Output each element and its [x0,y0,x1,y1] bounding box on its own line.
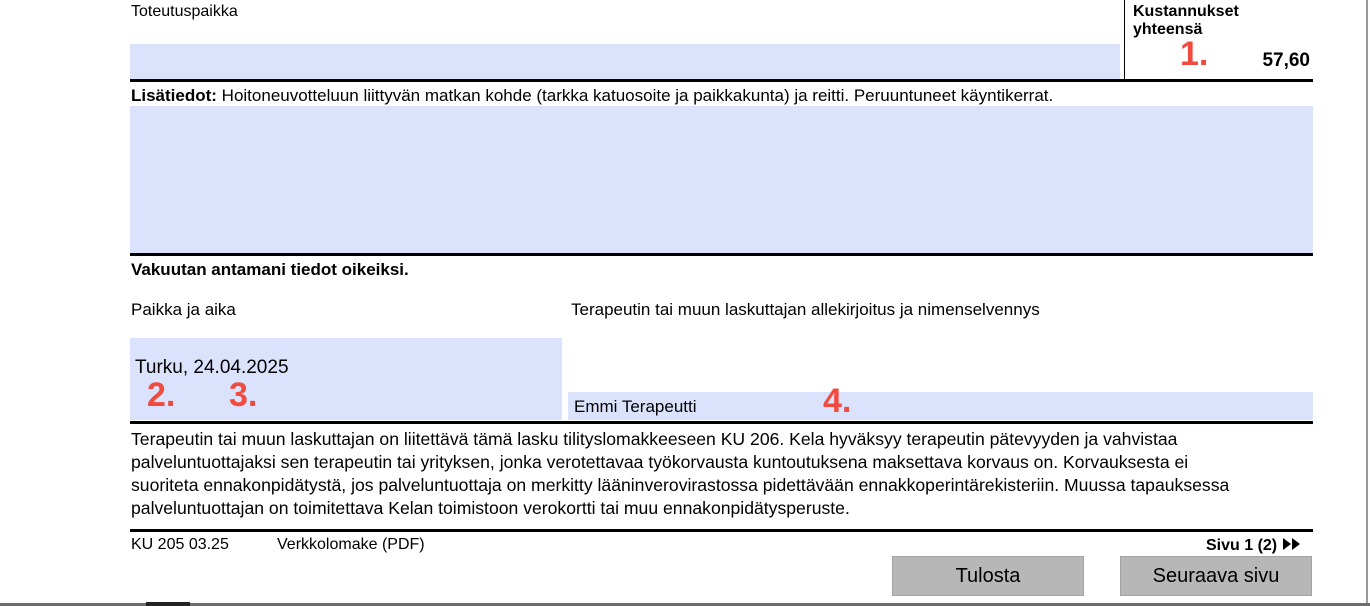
form-code: KU 205 03.25 [131,536,229,553]
section-divider-3 [130,421,1313,424]
notice-line: suoriteta ennakonpidätystä, jos palveluntuottaja on merkitty lääninverovirastossa pidettävään ennakkoperintärekisteriin. Muussa tapauksessa [131,475,1230,495]
info-instruction: Hoitoneuvotteluun liittyvän matkan kohde (tarkka katuosoite ja paikkakunta) ja reitti. Peruuntuneet käyntikerrat. [216,86,1054,105]
notice-line: palveluntuottajan on toimitettava Kelan toimistoon verokortti tai muu ennakonpidätysperuste. [131,498,850,518]
notice-line: Terapeutin tai muun laskuttajan on liitettävä tämä lasku tilityslomakkeeseen KU 206. Kela hyväksyy terapeutin pätevyyden ja vahvistaa [131,429,1178,449]
window-edge-right [1366,0,1368,606]
costs-label-line1: Kustannukset [1133,3,1239,20]
info-label: Lisätiedot: [131,86,217,105]
signature-name-field[interactable] [568,392,1313,420]
place-label: Toteutuspaikka [131,3,238,20]
signature-label: Terapeutin tai muun laskuttajan allekirjoitus ja nimenselvennys [571,300,1040,319]
section-divider-1 [130,79,1313,82]
signature-name-value: Emmi Terapeutti [574,397,697,416]
annotation-marker-4: 4. [823,382,852,420]
place-field[interactable] [130,44,1120,79]
print-button[interactable]: Tulosta [892,556,1084,596]
costs-total-value[interactable]: 57,60 [1262,50,1310,71]
section-divider-4 [130,529,1313,532]
next-page-button[interactable]: Seuraava sivu [1120,556,1312,596]
notice-line: palveluntuottajaksi sen terapeutin tai yrityksen, jonka verotettavaa työkorvausta kuntoutuksena maksettava korvaus on. Korvauksesta ei [131,452,1189,472]
annotation-marker-3: 3. [229,376,258,414]
costs-label-line2: yhteensä [1133,21,1203,38]
page-info: Sivu 1 (2) [1206,537,1278,554]
double-arrow-right-icon[interactable] [1283,537,1301,551]
window-tab-marker [146,602,190,606]
page-indicator [1206,537,1301,555]
notice-paragraph [131,428,1311,520]
annotation-marker-1: 1. [1180,35,1209,73]
info-label-row [131,86,1053,106]
costs-label [1133,3,1239,39]
date-place-label: Paikka ja aika [131,300,236,319]
date-place-value: Turku, 24.04.2025 [135,357,289,378]
assurance-text: Vakuutan antamani tiedot oikeiksi. [131,260,409,279]
info-textarea[interactable] [130,106,1313,253]
section-divider-2 [130,253,1313,256]
annotation-marker-2: 2. [147,376,176,414]
date-place-field[interactable] [130,338,562,420]
costs-divider [1124,0,1125,79]
form-type: Verkkolomake (PDF) [277,536,425,553]
